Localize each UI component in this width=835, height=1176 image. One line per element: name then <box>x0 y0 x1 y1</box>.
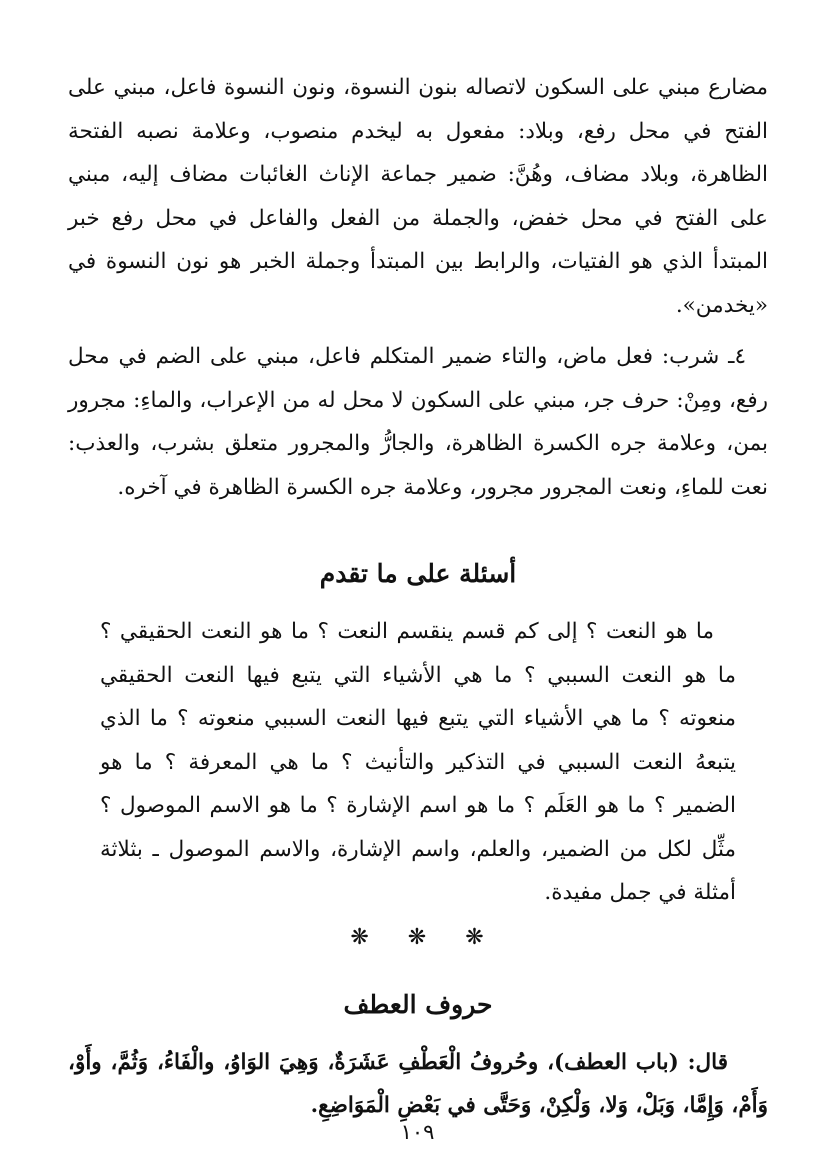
questions-heading: أسئلة على ما تقدم <box>319 559 517 588</box>
asterisk-icon: ❋ <box>465 924 486 950</box>
questions-paragraph: ما هو النعت ؟ إلى كم قسم ينقسم النعت ؟ ما هو النعت الحقيقي ؟ ما هو النعت السببي ؟ ما هي الأشياء التي يتبع فيها النعت الحقيقي منعوته ؟ ما هي الأشياء التي يتبع فيها النعت السببي منعوته ؟ ما الذي يتبعهُ النعت السببي في التذكير والتأنيث ؟ ما هي المعرفة ؟ ما هو الضمير ؟ ما هو العَلَم ؟ ما هو اسم الإشارة ؟ ما هو الاسم الموصول ؟ مثِّل لكل من الضمير، والعلم، واسم الإشارة، والاسم الموصول ـ بثلاثة أمثلة في جمل مفيدة. <box>100 619 736 905</box>
paragraph-item-4: ٤ـ شرب: فعل ماض، والتاء ضمير المتكلم فاعل، مبني على الضم في محل رفع، ومِنْ: حرف جر، مبني على السكون لا محل له من الإعراب، والماءِ: مجرور بمن، وعلامة جره الكسرة الظاهرة، والجارُّ والمجرور متعلق بشرب، والعذب: نعت للماءِ، ونعت المجرور مجرور، وعلامة جره الكسرة الظاهرة في آخره. <box>68 344 768 500</box>
paragraph-continuation: مضارع مبني على السكون لاتصاله بنون النسوة، ونون النسوة فاعل، مبني على الفتح في محل رفع، وبلاد: مفعول به ليخدم منصوب، وعلامة نصبه الفتحة الظاهرة، وبلاد مضاف، وهُنَّ: ضمير جماعة الإناث الغائبات مضاف إليه، مبني على الفتح في محل خفض، والجملة من الفعل والفاعل في محل رفع خبر المبتدأ الذي هو الفتيات، والرابط بين المبتدأ وجملة الخبر هو نون النسوة في «يخدمن». <box>68 75 768 318</box>
conjunctions-heading: حروف العطف <box>343 989 493 1019</box>
asterisk-icon: ❋ <box>350 924 371 950</box>
asterisk-icon: ❋ <box>407 924 429 950</box>
page-content <box>68 66 768 1128</box>
section-separator <box>68 923 768 953</box>
page-number: ١٠٩ <box>400 1120 435 1144</box>
conjunctions-quote: قال: (باب العطف)، وحُروفُ الْعَطْفِ عَشَرَةٌ، وَهِيَ الوَاوُ، والْفَاءُ، وَثُمَّ، وأَوْ، وَأَمْ، وَإِمَّا، وَبَلْ، وَلا، وَلْكِنْ، وَحَتَّى في بَعْضِ الْمَوَاضِعِ. <box>68 1049 768 1118</box>
